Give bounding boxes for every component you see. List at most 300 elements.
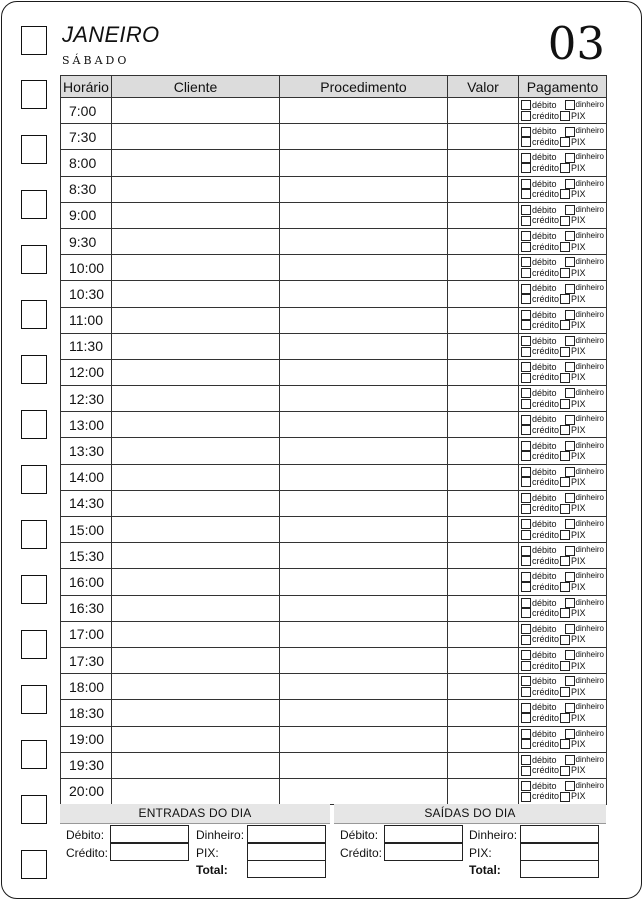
debit-checkbox[interactable] xyxy=(521,388,531,398)
credit-checkbox[interactable] xyxy=(521,347,531,357)
pix-checkbox[interactable] xyxy=(560,687,570,697)
client-cell[interactable] xyxy=(112,700,280,726)
income-credit-field[interactable] xyxy=(110,843,189,861)
value-cell[interactable] xyxy=(448,569,519,595)
client-cell[interactable] xyxy=(112,98,280,124)
pix-label: PIX xyxy=(571,424,586,435)
procedure-cell[interactable] xyxy=(280,150,448,176)
client-cell[interactable] xyxy=(112,150,280,176)
credit-label: crédito xyxy=(532,503,560,514)
client-cell[interactable] xyxy=(112,255,280,281)
debit-checkbox[interactable] xyxy=(521,179,531,189)
pix-checkbox[interactable] xyxy=(560,268,570,278)
credit-checkbox[interactable] xyxy=(521,451,531,461)
expenses-cash-label: Dinheiro: xyxy=(469,828,518,842)
debit-checkbox[interactable] xyxy=(521,153,531,163)
credit-checkbox[interactable] xyxy=(521,137,531,147)
client-cell[interactable] xyxy=(112,202,280,228)
value-cell[interactable] xyxy=(448,307,519,333)
client-cell[interactable] xyxy=(112,412,280,438)
debit-checkbox[interactable] xyxy=(521,676,531,686)
credit-checkbox[interactable] xyxy=(521,268,531,278)
pix-checkbox[interactable] xyxy=(560,216,570,226)
procedure-cell[interactable] xyxy=(280,307,448,333)
procedure-cell[interactable] xyxy=(280,674,448,700)
side-checkbox[interactable] xyxy=(21,740,47,769)
debit-checkbox[interactable] xyxy=(521,257,531,267)
debit-checkbox[interactable] xyxy=(521,598,531,608)
client-cell[interactable] xyxy=(112,228,280,254)
value-cell[interactable] xyxy=(448,176,519,202)
schedule-row xyxy=(61,700,607,726)
debit-label: débito xyxy=(532,702,557,713)
cash-checkbox[interactable] xyxy=(565,257,575,267)
schedule-row xyxy=(61,438,607,464)
client-cell[interactable] xyxy=(112,543,280,569)
client-cell[interactable] xyxy=(112,281,280,307)
procedure-cell[interactable] xyxy=(280,255,448,281)
debit-checkbox[interactable] xyxy=(521,441,531,451)
debit-label: débito xyxy=(532,571,557,582)
debit-checkbox[interactable] xyxy=(521,624,531,634)
procedure-cell[interactable] xyxy=(280,543,448,569)
time-cell: 16:00 xyxy=(61,569,112,595)
client-cell[interactable] xyxy=(112,726,280,752)
cash-checkbox[interactable] xyxy=(565,624,575,634)
debit-label: débito xyxy=(532,519,557,530)
cash-checkbox[interactable] xyxy=(565,231,575,241)
credit-label: crédito xyxy=(532,608,560,619)
procedure-cell[interactable] xyxy=(280,726,448,752)
side-checkbox[interactable] xyxy=(21,135,47,164)
client-cell[interactable] xyxy=(112,464,280,490)
pix-checkbox[interactable] xyxy=(560,792,570,802)
debit-checkbox[interactable] xyxy=(521,650,531,660)
value-cell[interactable] xyxy=(448,464,519,490)
client-cell[interactable] xyxy=(112,359,280,385)
pix-label: PIX xyxy=(571,293,586,304)
procedure-cell[interactable] xyxy=(280,438,448,464)
cash-label: dinheiro xyxy=(575,466,604,476)
value-cell[interactable] xyxy=(448,647,519,673)
credit-checkbox[interactable] xyxy=(521,661,531,671)
pix-checkbox[interactable] xyxy=(560,163,570,173)
income-debit-field[interactable] xyxy=(110,825,189,843)
procedure-cell[interactable] xyxy=(280,464,448,490)
credit-checkbox[interactable] xyxy=(521,687,531,697)
value-cell[interactable] xyxy=(448,412,519,438)
side-checkbox[interactable] xyxy=(21,795,47,824)
credit-checkbox[interactable] xyxy=(521,163,531,173)
cash-checkbox[interactable] xyxy=(565,729,575,739)
expenses-cash-field[interactable] xyxy=(520,825,599,843)
debit-checkbox[interactable] xyxy=(521,100,531,110)
expenses-debit-field[interactable] xyxy=(384,825,463,843)
payment-cell xyxy=(519,752,607,778)
side-checkbox[interactable] xyxy=(21,520,47,549)
client-cell[interactable] xyxy=(112,517,280,543)
procedure-cell[interactable] xyxy=(280,202,448,228)
debit-checkbox[interactable] xyxy=(521,546,531,556)
pix-label: PIX xyxy=(571,372,586,383)
payment-cell xyxy=(519,700,607,726)
cash-checkbox[interactable] xyxy=(565,388,575,398)
value-cell[interactable] xyxy=(448,595,519,621)
value-cell[interactable] xyxy=(448,255,519,281)
value-cell[interactable] xyxy=(448,752,519,778)
value-cell[interactable] xyxy=(448,674,519,700)
value-cell[interactable] xyxy=(448,386,519,412)
debit-label: débito xyxy=(532,361,557,372)
cash-checkbox[interactable] xyxy=(565,179,575,189)
payment-cell xyxy=(519,438,607,464)
cash-checkbox[interactable] xyxy=(565,362,575,372)
credit-checkbox[interactable] xyxy=(521,477,531,487)
schedule-row xyxy=(61,98,607,124)
time-cell: 11:00 xyxy=(61,307,112,333)
pix-checkbox[interactable] xyxy=(560,713,570,723)
client-cell[interactable] xyxy=(112,778,280,804)
credit-label: crédito xyxy=(532,634,560,645)
pix-checkbox[interactable] xyxy=(560,189,570,199)
pix-checkbox[interactable] xyxy=(560,111,570,121)
procedure-cell[interactable] xyxy=(280,517,448,543)
debit-checkbox[interactable] xyxy=(521,362,531,372)
debit-checkbox[interactable] xyxy=(521,231,531,241)
debit-label: débito xyxy=(532,414,557,425)
value-cell[interactable] xyxy=(448,778,519,804)
payment-cell xyxy=(519,517,607,543)
pix-label: PIX xyxy=(571,686,586,697)
value-cell[interactable] xyxy=(448,281,519,307)
client-cell[interactable] xyxy=(112,124,280,150)
schedule-row xyxy=(61,333,607,359)
income-cash-field[interactable] xyxy=(247,825,326,843)
side-checkbox[interactable] xyxy=(21,245,47,274)
side-checkbox[interactable] xyxy=(21,685,47,714)
expenses-total-field[interactable] xyxy=(520,860,599,878)
schedule-row xyxy=(61,674,607,700)
credit-checkbox[interactable] xyxy=(521,792,531,802)
value-cell[interactable] xyxy=(448,543,519,569)
pix-checkbox[interactable] xyxy=(560,608,570,618)
time-cell: 15:30 xyxy=(61,543,112,569)
side-checkbox[interactable] xyxy=(21,850,47,879)
debit-checkbox[interactable] xyxy=(521,572,531,582)
pix-label: PIX xyxy=(571,581,586,592)
pix-label: PIX xyxy=(571,791,586,802)
value-cell[interactable] xyxy=(448,490,519,516)
time-cell: 15:00 xyxy=(61,517,112,543)
client-cell[interactable] xyxy=(112,438,280,464)
payment-cell xyxy=(519,778,607,804)
column-header-value: Valor xyxy=(448,76,519,98)
procedure-cell[interactable] xyxy=(280,176,448,202)
client-cell[interactable] xyxy=(112,386,280,412)
pix-checkbox[interactable] xyxy=(560,320,570,330)
cash-checkbox[interactable] xyxy=(565,205,575,215)
pix-label: PIX xyxy=(571,529,586,540)
procedure-cell[interactable] xyxy=(280,386,448,412)
schedule-row xyxy=(61,647,607,673)
cash-label: dinheiro xyxy=(575,728,604,738)
side-checkbox[interactable] xyxy=(21,300,47,329)
value-cell[interactable] xyxy=(448,98,519,124)
cash-checkbox[interactable] xyxy=(565,650,575,660)
pix-label: PIX xyxy=(571,320,586,331)
credit-label: crédito xyxy=(532,136,560,147)
cash-checkbox[interactable] xyxy=(565,100,575,110)
credit-label: crédito xyxy=(532,320,560,331)
pix-checkbox[interactable] xyxy=(560,451,570,461)
value-cell[interactable] xyxy=(448,228,519,254)
debit-label: débito xyxy=(532,388,557,399)
debit-checkbox[interactable] xyxy=(521,755,531,765)
pix-checkbox[interactable] xyxy=(560,556,570,566)
pix-checkbox[interactable] xyxy=(560,766,570,776)
credit-checkbox[interactable] xyxy=(521,504,531,514)
schedule-row xyxy=(61,202,607,228)
column-header-payment: Pagamento xyxy=(519,76,607,98)
pix-checkbox[interactable] xyxy=(560,582,570,592)
schedule-row xyxy=(61,517,607,543)
pix-checkbox[interactable] xyxy=(560,530,570,540)
side-checkbox[interactable] xyxy=(21,355,47,384)
value-cell[interactable] xyxy=(448,359,519,385)
side-checkbox[interactable] xyxy=(21,465,47,494)
procedure-cell[interactable] xyxy=(280,281,448,307)
procedure-cell[interactable] xyxy=(280,647,448,673)
client-cell[interactable] xyxy=(112,647,280,673)
schedule-row xyxy=(61,752,607,778)
cash-checkbox[interactable] xyxy=(565,676,575,686)
credit-checkbox[interactable] xyxy=(521,216,531,226)
pix-checkbox[interactable] xyxy=(560,242,570,252)
debit-label: débito xyxy=(532,204,557,215)
debit-checkbox[interactable] xyxy=(521,467,531,477)
credit-label: crédito xyxy=(532,189,560,200)
credit-checkbox[interactable] xyxy=(521,399,531,409)
cash-label: dinheiro xyxy=(575,545,604,555)
cash-label: dinheiro xyxy=(575,335,604,345)
procedure-cell[interactable] xyxy=(280,490,448,516)
credit-label: crédito xyxy=(532,660,560,671)
debit-checkbox[interactable] xyxy=(521,729,531,739)
procedure-cell[interactable] xyxy=(280,595,448,621)
credit-checkbox[interactable] xyxy=(521,635,531,645)
credit-checkbox[interactable] xyxy=(521,556,531,566)
value-cell[interactable] xyxy=(448,438,519,464)
pix-label: PIX xyxy=(571,215,586,226)
pix-checkbox[interactable] xyxy=(560,373,570,383)
debit-label: débito xyxy=(532,152,557,163)
procedure-cell[interactable] xyxy=(280,333,448,359)
cash-checkbox[interactable] xyxy=(565,493,575,503)
value-cell[interactable] xyxy=(448,150,519,176)
income-total-field[interactable] xyxy=(247,860,326,878)
payment-cell xyxy=(519,228,607,254)
value-cell[interactable] xyxy=(448,333,519,359)
payment-cell xyxy=(519,359,607,385)
credit-label: crédito xyxy=(532,765,560,776)
credit-checkbox[interactable] xyxy=(521,713,531,723)
pix-checkbox[interactable] xyxy=(560,635,570,645)
cash-checkbox[interactable] xyxy=(565,781,575,791)
procedure-cell[interactable] xyxy=(280,228,448,254)
client-cell[interactable] xyxy=(112,490,280,516)
pix-label: PIX xyxy=(571,712,586,723)
time-cell: 18:00 xyxy=(61,674,112,700)
cash-label: dinheiro xyxy=(575,361,604,371)
cash-checkbox[interactable] xyxy=(565,703,575,713)
cash-checkbox[interactable] xyxy=(565,572,575,582)
client-cell[interactable] xyxy=(112,176,280,202)
credit-checkbox[interactable] xyxy=(521,530,531,540)
side-checkbox[interactable] xyxy=(21,630,47,659)
column-header-client: Cliente xyxy=(112,76,280,98)
side-checkbox[interactable] xyxy=(21,190,47,219)
debit-checkbox[interactable] xyxy=(521,493,531,503)
cash-label: dinheiro xyxy=(575,204,604,214)
credit-label: crédito xyxy=(532,686,560,697)
client-cell[interactable] xyxy=(112,595,280,621)
debit-checkbox[interactable] xyxy=(521,284,531,294)
income-debit-label: Débito: xyxy=(66,828,105,842)
pix-checkbox[interactable] xyxy=(560,294,570,304)
credit-checkbox[interactable] xyxy=(521,294,531,304)
time-cell: 10:00 xyxy=(61,255,112,281)
payment-cell xyxy=(519,202,607,228)
credit-checkbox[interactable] xyxy=(521,111,531,121)
pix-checkbox[interactable] xyxy=(560,504,570,514)
column-header-time: Horário xyxy=(61,76,112,98)
cash-checkbox[interactable] xyxy=(565,467,575,477)
cash-label: dinheiro xyxy=(575,126,604,136)
payment-cell xyxy=(519,150,607,176)
pix-checkbox[interactable] xyxy=(560,661,570,671)
procedure-cell[interactable] xyxy=(280,621,448,647)
procedure-cell[interactable] xyxy=(280,569,448,595)
pix-label: PIX xyxy=(571,477,586,488)
debit-checkbox[interactable] xyxy=(521,519,531,529)
procedure-cell[interactable] xyxy=(280,359,448,385)
value-cell[interactable] xyxy=(448,124,519,150)
credit-checkbox[interactable] xyxy=(521,425,531,435)
income-pix-field[interactable] xyxy=(247,843,326,861)
pix-checkbox[interactable] xyxy=(560,425,570,435)
procedure-cell[interactable] xyxy=(280,124,448,150)
credit-checkbox[interactable] xyxy=(521,766,531,776)
side-checkbox[interactable] xyxy=(21,575,47,604)
credit-checkbox[interactable] xyxy=(521,373,531,383)
credit-checkbox[interactable] xyxy=(521,582,531,592)
credit-checkbox[interactable] xyxy=(521,320,531,330)
cash-checkbox[interactable] xyxy=(565,336,575,346)
value-cell[interactable] xyxy=(448,517,519,543)
procedure-cell[interactable] xyxy=(280,98,448,124)
cash-label: dinheiro xyxy=(575,780,604,790)
pix-label: PIX xyxy=(571,189,586,200)
cash-checkbox[interactable] xyxy=(565,153,575,163)
client-cell[interactable] xyxy=(112,569,280,595)
side-checkbox[interactable] xyxy=(21,26,47,55)
procedure-cell[interactable] xyxy=(280,778,448,804)
pix-label: PIX xyxy=(571,634,586,645)
cash-label: dinheiro xyxy=(575,100,604,110)
credit-label: crédito xyxy=(532,477,560,488)
procedure-cell[interactable] xyxy=(280,700,448,726)
cash-checkbox[interactable] xyxy=(565,441,575,451)
cash-checkbox[interactable] xyxy=(565,755,575,765)
credit-checkbox[interactable] xyxy=(521,608,531,618)
debit-checkbox[interactable] xyxy=(521,127,531,137)
client-cell[interactable] xyxy=(112,752,280,778)
schedule-row xyxy=(61,569,607,595)
debit-checkbox[interactable] xyxy=(521,781,531,791)
value-cell[interactable] xyxy=(448,700,519,726)
payment-cell xyxy=(519,386,607,412)
credit-checkbox[interactable] xyxy=(521,739,531,749)
debit-label: débito xyxy=(532,623,557,634)
debit-label: débito xyxy=(532,100,557,111)
credit-checkbox[interactable] xyxy=(521,189,531,199)
value-cell[interactable] xyxy=(448,202,519,228)
expenses-credit-field[interactable] xyxy=(384,843,463,861)
credit-checkbox[interactable] xyxy=(521,242,531,252)
debit-checkbox[interactable] xyxy=(521,205,531,215)
value-cell[interactable] xyxy=(448,726,519,752)
credit-label: crédito xyxy=(532,791,560,802)
cash-checkbox[interactable] xyxy=(565,284,575,294)
time-cell: 13:30 xyxy=(61,438,112,464)
cash-checkbox[interactable] xyxy=(565,546,575,556)
procedure-cell[interactable] xyxy=(280,412,448,438)
cash-label: dinheiro xyxy=(575,257,604,267)
time-cell: 20:00 xyxy=(61,778,112,804)
client-cell[interactable] xyxy=(112,621,280,647)
side-checkbox[interactable] xyxy=(21,410,47,439)
payment-cell xyxy=(519,98,607,124)
debit-checkbox[interactable] xyxy=(521,415,531,425)
pix-checkbox[interactable] xyxy=(560,739,570,749)
client-cell[interactable] xyxy=(112,333,280,359)
debit-checkbox[interactable] xyxy=(521,336,531,346)
payment-cell xyxy=(519,621,607,647)
pix-checkbox[interactable] xyxy=(560,477,570,487)
value-cell[interactable] xyxy=(448,621,519,647)
client-cell[interactable] xyxy=(112,307,280,333)
client-cell[interactable] xyxy=(112,674,280,700)
procedure-cell[interactable] xyxy=(280,752,448,778)
credit-label: crédito xyxy=(532,110,560,121)
cash-checkbox[interactable] xyxy=(565,127,575,137)
cash-checkbox[interactable] xyxy=(565,415,575,425)
side-checkbox[interactable] xyxy=(21,80,47,109)
cash-checkbox[interactable] xyxy=(565,310,575,320)
pix-label: PIX xyxy=(571,608,586,619)
cash-label: dinheiro xyxy=(575,650,604,660)
cash-checkbox[interactable] xyxy=(565,519,575,529)
cash-checkbox[interactable] xyxy=(565,598,575,608)
debit-checkbox[interactable] xyxy=(521,703,531,713)
time-cell: 9:30 xyxy=(61,228,112,254)
debit-checkbox[interactable] xyxy=(521,310,531,320)
pix-checkbox[interactable] xyxy=(560,347,570,357)
pix-checkbox[interactable] xyxy=(560,399,570,409)
pix-checkbox[interactable] xyxy=(560,137,570,147)
expenses-pix-field[interactable] xyxy=(520,843,599,861)
time-cell: 7:00 xyxy=(61,98,112,124)
